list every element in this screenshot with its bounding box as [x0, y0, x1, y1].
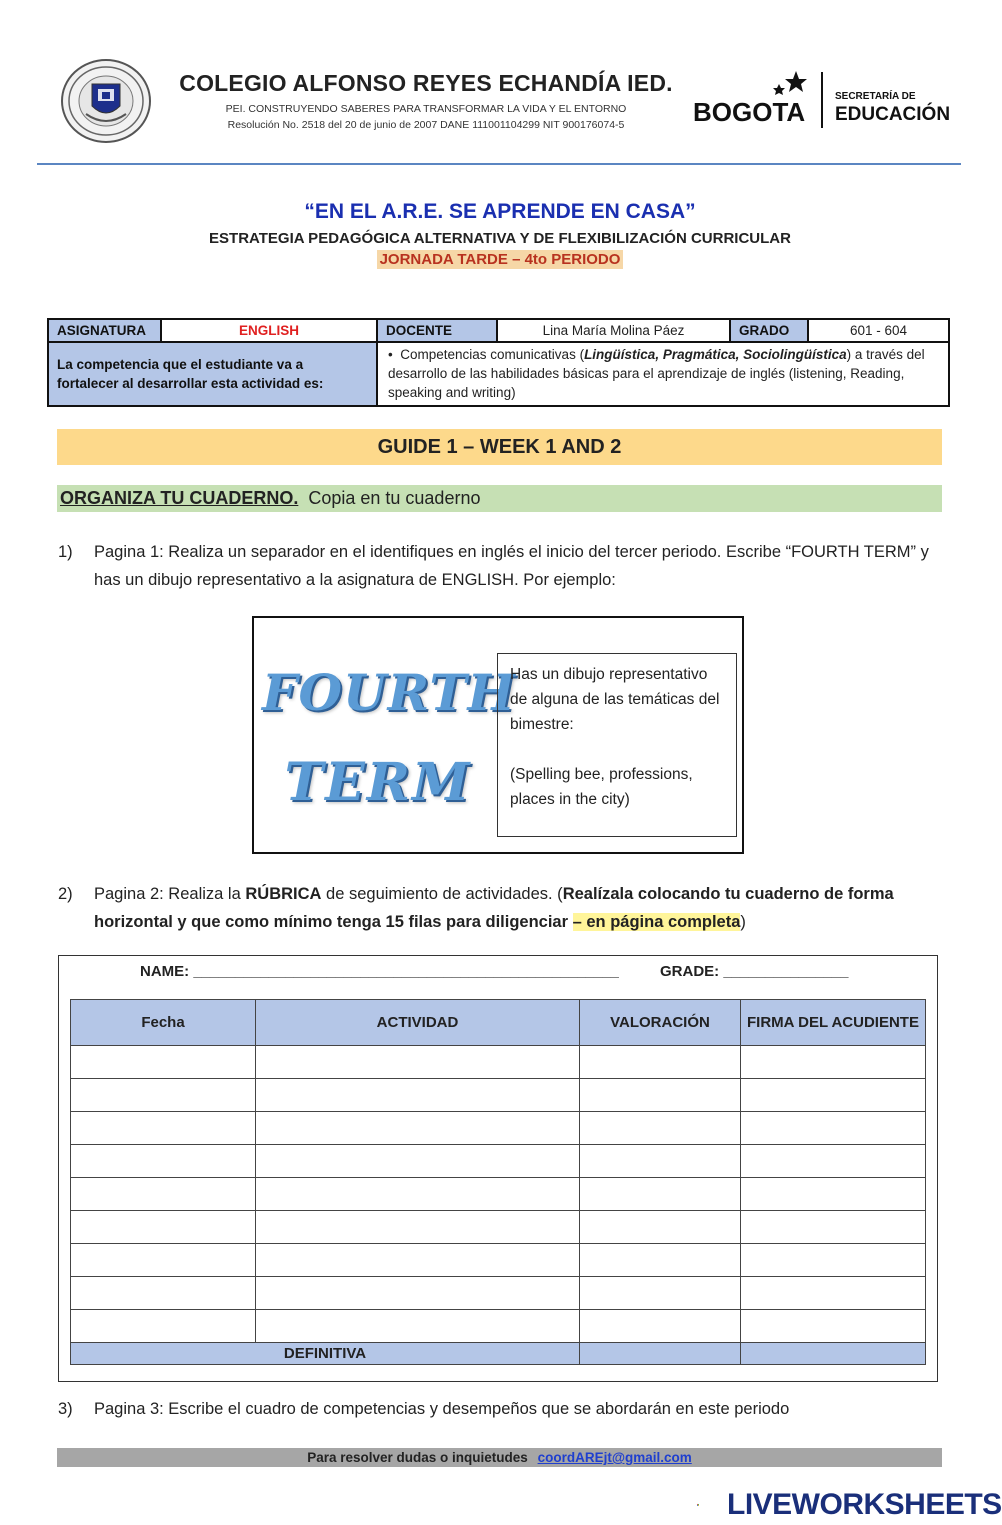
definitiva-firma-cell[interactable]: [741, 1343, 926, 1365]
footer-email-link[interactable]: coordAREjt@gmail.com: [537, 1450, 692, 1465]
item-1-number: 1): [58, 543, 73, 561]
item-1-text: Pagina 1: Realiza un separador en el identifiques en inglés el inicio del tercer periodo. Escribe “FOURTH TERM” y has un dibujo representativo a la asignatura de ENGLISH. Por ejemplo:: [94, 543, 929, 589]
rubric-cell-valoracion[interactable]: [580, 1046, 741, 1079]
rubric-cell-actividad[interactable]: [256, 1145, 580, 1178]
definitiva-row: [71, 1343, 926, 1365]
guide-title: GUIDE 1 – WEEK 1 AND 2: [57, 429, 942, 465]
rubric-row: [71, 1310, 926, 1343]
subject-info-table: [47, 318, 950, 407]
school-name: COLEGIO ALFONSO REYES ECHANDÍA IED.: [179, 70, 673, 96]
slogan: “EN EL A.R.E. SE APRENDE EN CASA”: [304, 200, 696, 223]
item-3-number: 3): [58, 1400, 73, 1418]
item-2-end: ): [740, 913, 746, 931]
col-actividad: ACTIVIDAD: [256, 1000, 580, 1046]
rubric-cell-valoracion[interactable]: [580, 1145, 741, 1178]
rubric-row: [71, 1277, 926, 1310]
rubric-cell-fecha[interactable]: [71, 1145, 256, 1178]
rubric-row: [71, 1145, 926, 1178]
competence-description: • Competencias comunicativas (Lingüística, Pragmática, Sociolingüística) a través del desarrollo de las habilidades básicas para el aprendizaje de inglés (listening, Reading, speaking and writing): [377, 342, 949, 406]
rubric-row: [71, 1046, 926, 1079]
footer-bar: [57, 1448, 942, 1467]
rubric-cell-firma[interactable]: [741, 1211, 926, 1244]
rubric-table: [70, 999, 926, 1365]
rubric-cell-valoracion[interactable]: [580, 1277, 741, 1310]
rubric-cell-fecha[interactable]: [71, 1211, 256, 1244]
grade-label: GRADO: [730, 319, 808, 342]
fourth-word: FOURTH: [262, 663, 516, 722]
item-2-pre: Pagina 2: Realiza la: [94, 885, 246, 903]
rubric-cell-valoracion[interactable]: [580, 1079, 741, 1112]
jornada-wrap: [0, 250, 1000, 269]
rubric-name-field[interactable]: NAME: ___________________________________________________: [140, 963, 619, 980]
rubric-cell-fecha[interactable]: [71, 1277, 256, 1310]
organiza-heading: [57, 485, 942, 512]
rubric-cell-firma[interactable]: [741, 1244, 926, 1277]
rubric-cell-valoracion[interactable]: [580, 1310, 741, 1343]
rubric-cell-firma[interactable]: [741, 1178, 926, 1211]
drawing-hint-box: [497, 653, 737, 837]
instruction-item-1: [58, 538, 938, 594]
rubric-cell-firma[interactable]: [741, 1145, 926, 1178]
rubric-cell-firma[interactable]: [741, 1277, 926, 1310]
competence-label: La competencia que el estudiante va a fortalecer al desarrollar esta actividad es:: [48, 342, 377, 406]
competence-post: ) a través del desarrollo de las habilidades básicas para el aprendizaje de inglés (listening, Reading, speaking and writing): [388, 347, 925, 400]
competence-bold: Lingüística, Pragmática, Sociolingüística: [584, 347, 847, 362]
rubric-cell-valoracion[interactable]: [580, 1244, 741, 1277]
rubric-row: [71, 1178, 926, 1211]
term-word: TERM: [284, 752, 472, 813]
item-2-number: 2): [58, 885, 73, 903]
logo-sec-line1: SECRETARÍA DE: [835, 91, 916, 102]
item-2-bold: Realízala colocando tu cuaderno de forma horizontal y que como mínimo tenga 15 filas para diligenciar: [94, 885, 894, 931]
bogota-secretaria-logo: [693, 66, 951, 132]
rubric-cell-firma[interactable]: [741, 1079, 926, 1112]
rubric-cell-fecha[interactable]: [71, 1178, 256, 1211]
rubric-row: [71, 1112, 926, 1145]
logo-sec-line2: EDUCACIÓN: [835, 104, 951, 125]
item-2-text: [94, 880, 938, 936]
rubric-cell-fecha[interactable]: [71, 1244, 256, 1277]
jornada-label: JORNADA TARDE – 4to PERIODO: [377, 250, 624, 269]
teacher-value: Lina María Molina Páez: [497, 319, 730, 342]
rubric-cell-firma[interactable]: [741, 1112, 926, 1145]
col-firma: FIRMA DEL ACUDIENTE: [741, 1000, 926, 1046]
hint-line-2: (Spelling bee, professions, places in the city): [510, 766, 693, 808]
rubric-cell-actividad[interactable]: [256, 1310, 580, 1343]
rubric-cell-actividad[interactable]: [256, 1079, 580, 1112]
item-3-text: Pagina 3: Escribe el cuadro de competencias y desempeños que se abordarán en este periodo: [94, 1400, 790, 1418]
teacher-label: DOCENTE: [377, 319, 497, 342]
item-2-highlight: – en página completa: [572, 913, 741, 931]
rubric-cell-firma[interactable]: [741, 1046, 926, 1079]
rubric-cell-actividad[interactable]: [256, 1211, 580, 1244]
item-2-rubrica: RÚBRICA: [245, 885, 322, 903]
rubric-cell-actividad[interactable]: [256, 1178, 580, 1211]
rubric-cell-firma[interactable]: [741, 1310, 926, 1343]
col-valoracion: VALORACIÓN: [580, 1000, 741, 1046]
rubric-cell-valoracion[interactable]: [580, 1211, 741, 1244]
rubric-cell-fecha[interactable]: [71, 1112, 256, 1145]
rubric-grade-field[interactable]: GRADE: _______________: [660, 963, 849, 980]
definitiva-valoracion-cell[interactable]: [580, 1343, 741, 1365]
footer-text: Para resolver dudas o inquietudes: [307, 1450, 528, 1465]
rubric-row: [71, 1244, 926, 1277]
rubric-row: [71, 1211, 926, 1244]
school-seal-icon: [60, 58, 152, 144]
grade-value: 601 - 604: [808, 319, 949, 342]
rubric-cell-valoracion[interactable]: [580, 1178, 741, 1211]
school-resolution: Resolución No. 2518 del 20 de junio de 2007 DANE 111001104299 NIT 900176074-5: [227, 119, 625, 131]
rubric-cell-valoracion[interactable]: [580, 1112, 741, 1145]
rubric-cell-actividad[interactable]: [256, 1112, 580, 1145]
school-pei: PEI. CONSTRUYENDO SABERES PARA TRANSFORMAR LA VIDA Y EL ENTORNO: [225, 103, 627, 115]
liveworksheets-logo-icon: [697, 1487, 723, 1523]
rubric-cell-fecha[interactable]: [71, 1310, 256, 1343]
rubric-body: [71, 1046, 926, 1365]
subject-value: ENGLISH: [161, 319, 377, 342]
rubric-cell-actividad[interactable]: [256, 1277, 580, 1310]
organiza-bold: ORGANIZA TU CUADERNO.: [60, 488, 299, 508]
item-2-mid: de seguimiento de actividades. (: [321, 885, 563, 903]
organiza-rest: Copia en tu cuaderno: [308, 488, 481, 508]
rubric-cell-actividad[interactable]: [256, 1046, 580, 1079]
instruction-item-2: [58, 880, 938, 936]
definitiva-label: DEFINITIVA: [71, 1343, 580, 1365]
header-divider: [37, 163, 961, 165]
subject-label: ASIGNATURA: [48, 319, 161, 342]
hint-line-1: Has un dibujo representativo de alguna de las temáticas del bimestre:: [510, 666, 720, 733]
rubric-row: [71, 1079, 926, 1112]
liveworksheets-brand[interactable]: LIVEWORKSHEETS: [727, 1488, 1002, 1521]
rubric-cell-fecha[interactable]: [71, 1079, 256, 1112]
col-fecha: Fecha: [71, 1000, 256, 1046]
strategy-title: ESTRATEGIA PEDAGÓGICA ALTERNATIVA Y DE FLEXIBILIZACIÓN CURRICULAR: [209, 230, 791, 247]
competence-pre: Competencias comunicativas (: [400, 347, 585, 362]
logo-city-text: BOGOTA: [693, 97, 806, 127]
rubric-cell-actividad[interactable]: [256, 1244, 580, 1277]
instruction-item-3: [58, 1395, 938, 1423]
rubric-cell-fecha[interactable]: [71, 1046, 256, 1079]
